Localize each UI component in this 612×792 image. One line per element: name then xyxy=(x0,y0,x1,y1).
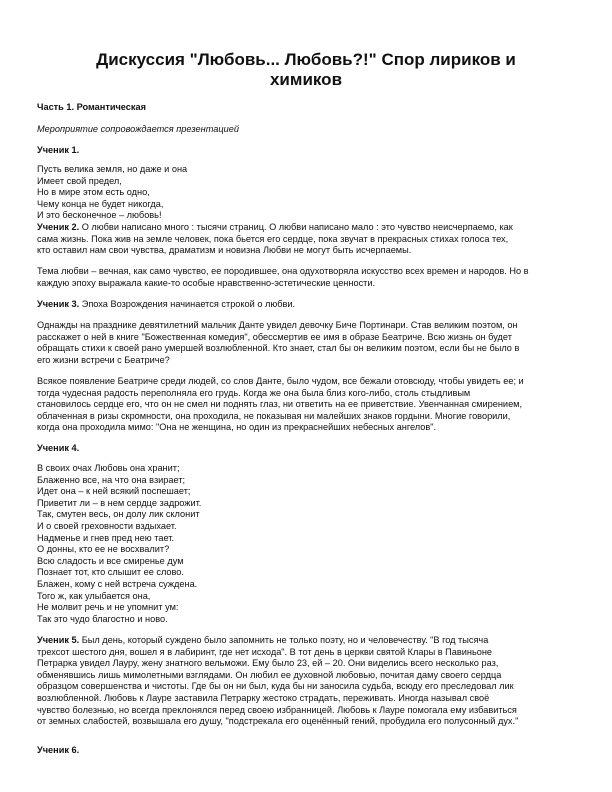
beatrice-paragraph xyxy=(37,376,577,434)
paragraph-line: О любви написано много : тысячи страниц. О любви написано мало : это чувство неисчерпаемо, как xyxy=(79,222,513,232)
student2-paragraph xyxy=(37,222,577,257)
paragraph-line: сама жизнь. Пока жив на земле человек, пока бьется его сердце, пока звучат в прекрасных стихах голоса тех, xyxy=(37,233,509,244)
paragraph-line: каждую эпоху выражала какие-то особые нравственно-эстетические ценности. xyxy=(37,277,376,288)
student3-paragraph xyxy=(37,299,577,311)
paragraph-line: Однажды на празднике девятилетний мальчик Данте увидел девочку Биче Портинари. Став великим поэтом, он xyxy=(37,320,518,330)
paragraph-line: его жизни встречи с Беатриче? xyxy=(37,354,170,365)
paragraph-line: обращать стихи к своей рано умершей возлюбленной. Кто знает, стал бы он великим поэтом, если бы не было в xyxy=(37,343,520,354)
poem-line: Того ж, как улыбается она, xyxy=(37,590,151,601)
poem-line: И это бесконечное – любовь! xyxy=(37,210,162,221)
student2-label: Ученик 2. xyxy=(37,222,80,232)
poem-line: В своих очах Любовь она хранит; xyxy=(37,463,180,473)
paragraph-line: облаченная в ризы скромности, она проходила, не показывая ни малейших знаков гордыни. Многие говорили, xyxy=(37,410,511,421)
poem-line: Всю сладость и все смиренье дум xyxy=(37,555,184,566)
document-title xyxy=(50,50,562,90)
poem2 xyxy=(37,463,577,625)
poem-line: Идет она – к ней всякий поспешает; xyxy=(37,486,191,497)
paragraph-line: Эпоха Возрождения начинается строкой о любви. xyxy=(79,299,296,309)
poem-line: Не молвит речь и не упомнит ум: xyxy=(37,602,179,613)
paragraph-line: трехсот шестого дня, вошел я в лабиринт, где нет исхода". В тот день в церкви святой Клары в Павиньоне xyxy=(37,646,493,657)
poem-line: Пусть велика земля, но даже и она xyxy=(37,164,188,174)
paragraph-line: Был день, который суждено было запомнить не только поэту, но и человечеству. "В год тысяча xyxy=(79,635,489,645)
student4-label: Ученик 4. xyxy=(37,443,80,453)
paragraph-line: становилось сердце его, что он не смел ни поднять глаз, ни ответить на ее приветствие. Увенчанная смирением, xyxy=(37,399,523,410)
student6-label: Ученик 6. xyxy=(37,745,80,755)
poem-line: Но в мире этом есть одно, xyxy=(37,187,150,198)
poem-line: Блажен, кому с ней встреча суждена. xyxy=(37,578,198,589)
paragraph-line: Тема любви – вечная, как само чувство, ее породившее, она одухотворяла искусство всех времен и народов. Но в xyxy=(37,266,529,276)
paragraph-line: кто оставил нам свои чувства, драматизм и новизна Любви не могут быть исчерпаемы. xyxy=(37,245,412,256)
poem-line: Имеет свой предел, xyxy=(37,175,122,186)
student5-label: Ученик 5. xyxy=(37,635,80,645)
student1-label: Ученик 1. xyxy=(37,145,80,155)
dante-paragraph xyxy=(37,320,577,366)
paragraph-line: от земных слабостей, возвышала его душу, "подстрекала его оценённый гений, пробудила его полусонный дух." xyxy=(37,716,519,727)
poem-line: Так это чудо благостно и ново. xyxy=(37,613,168,624)
poem-line: Познает тот, кто слышит ее слово. xyxy=(37,567,184,578)
title-line-1: Дискуссия "Любовь... Любовь?!" Спор лириков и xyxy=(96,50,516,69)
student5-paragraph xyxy=(37,635,577,728)
poem-line: О донны, кто ее не восхвалит? xyxy=(37,544,170,555)
poem1 xyxy=(37,164,577,222)
title-line-2: химиков xyxy=(269,70,343,89)
paragraph-line: когда она проходила мимо: "Она не женщина, но один из прекраснейших небесных ангелов". xyxy=(37,422,437,433)
paragraph-line: образцом совершенства и чистоты. Где бы он ни был, куда бы ни заносила судьба, всюду его преследовал лик xyxy=(37,681,514,692)
paragraph-line: обменявшись лишь мимолетными взглядами. Он любил ее духовной любовью, почитая даму своего сердца xyxy=(37,669,502,680)
theme-paragraph xyxy=(37,266,577,289)
poem-line: Чему конца не будет никогда, xyxy=(37,198,164,209)
poem-line: Приветит ли – в нем сердце задрожит. xyxy=(37,497,202,508)
presentation-note: Мероприятие сопровождается презентацией xyxy=(37,124,239,134)
paragraph-line: Всякое появление Беатриче среди людей, со слов Данте, было чудом, все бежали отовсюду, чтобы увидеть ее; и xyxy=(37,376,524,386)
poem-line: Так, смутен весь, он долу лик склонит xyxy=(37,509,200,520)
poem-line: Надменье и гнев пред нею тает. xyxy=(37,532,174,543)
part1-heading: Часть 1. Романтическая xyxy=(37,102,146,112)
paragraph-line: расскажет о ней в книге "Божественная комедия", обессмертив ее имя в образе Беатриче. Всю жизнь он будет xyxy=(37,331,512,342)
poem-line: И о своей греховности вздыхает. xyxy=(37,520,177,531)
paragraph-line: чувство болезнью, но всегда преклонялся перед своею избранницей. Любовь к Лауре помогала ему избавиться xyxy=(37,704,517,715)
poem-line: Блаженно все, на что она взирает; xyxy=(37,474,186,485)
paragraph-line: тогда чудесная радость переполняла его грудь. Когда же она была близ кого-либо, столь стыдливым xyxy=(37,387,471,398)
student3-label: Ученик 3. xyxy=(37,299,80,309)
paragraph-line: Петрарка увидел Лауру, жену знатного вельможи. Ему было 23, ей – 20. Они виделись всего несколько раз, xyxy=(37,658,499,669)
paragraph-line: возлюбленной. Любовь к Лауре заставила Петрарку жестоко страдать, переживать. Иногда называл своё xyxy=(37,692,490,703)
